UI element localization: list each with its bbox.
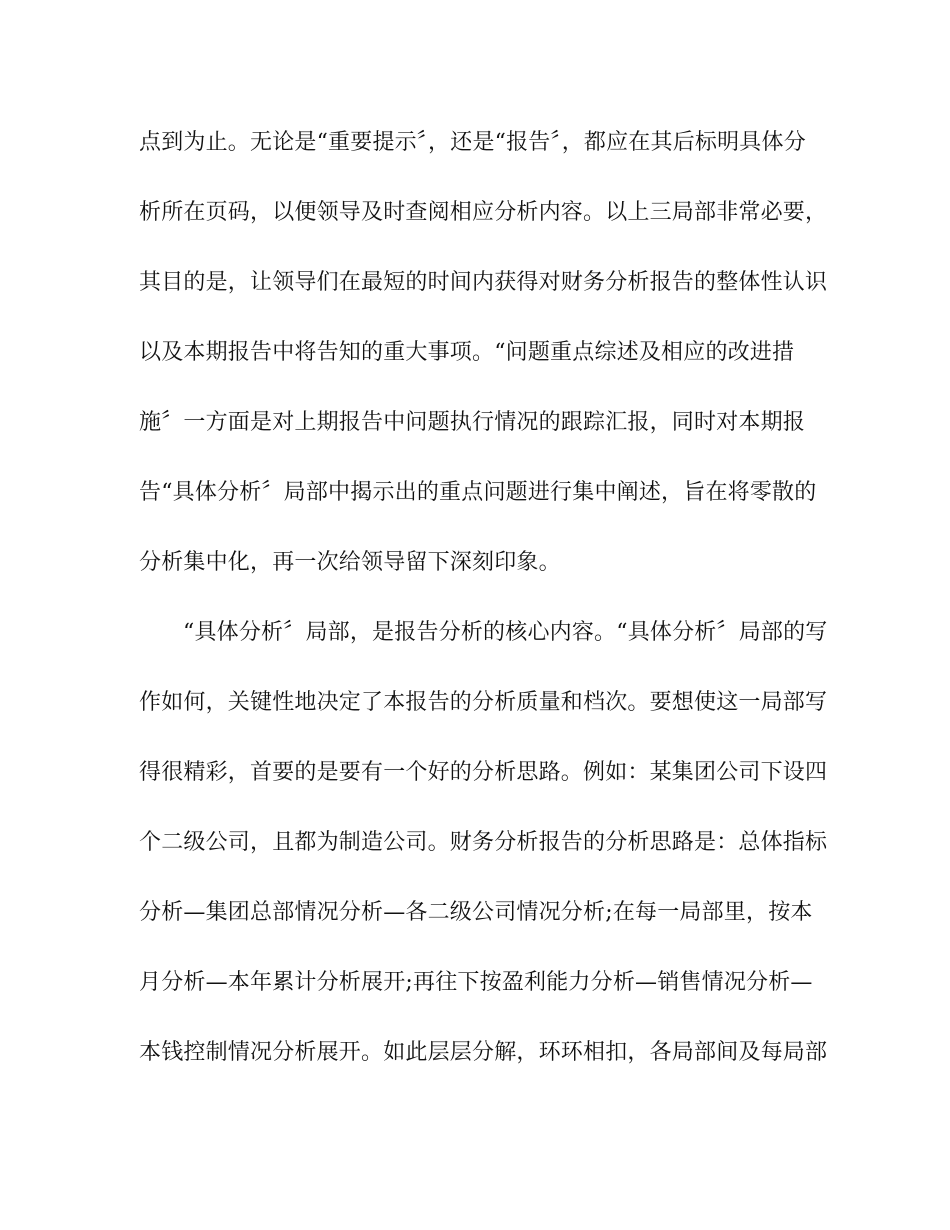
text-line: 告“具体分析〞局部中揭示出的重点问题进行集中阐述，旨在将零散的 <box>139 480 817 505</box>
text-line: 本钱控制情况分析展开。如此层层分解，环环相扣，各局部间及每局部 <box>139 1040 828 1065</box>
paragraph-first-line: “具体分析〞局部，是报告分析的核心内容。“具体分析〞局部的写 <box>183 620 828 645</box>
text-line: 点到为止。无论是“重要提示〞，还是“报告〞，都应在其后标明具体分 <box>139 130 806 155</box>
text-line: 分析集中化，再一次给领导留下深刻印象。 <box>139 550 561 575</box>
text-line: 月分析—本年累计分析展开;再往下按盈利能力分析—销售情况分析— <box>139 970 813 995</box>
text-line: 得很精彩，首要的是要有一个好的分析思路。例如：某集团公司下设四 <box>139 760 828 785</box>
text-line: 个二级公司，且都为制造公司。财务分析报告的分析思路是：总体指标 <box>139 830 828 855</box>
text-line: 分析—集团总部情况分析—各二级公司情况分析;在每一局部里，按本 <box>139 900 813 925</box>
text-line: 析所在页码，以便领导及时查阅相应分析内容。以上三局部非常必要， <box>139 200 828 225</box>
text-line: 施〞一方面是对上期报告中问题执行情况的跟踪汇报，同时对本期报 <box>139 410 806 435</box>
text-line: 其目的是，让领导们在最短的时间内获得对财务分析报告的整体性认识 <box>139 270 828 295</box>
text-line: 作如何，关键性地决定了本报告的分析质量和档次。要想使这一局部写 <box>139 690 828 715</box>
text-line: 以及本期报告中将告知的重大事项。“问题重点综述及相应的改进措 <box>139 340 795 365</box>
